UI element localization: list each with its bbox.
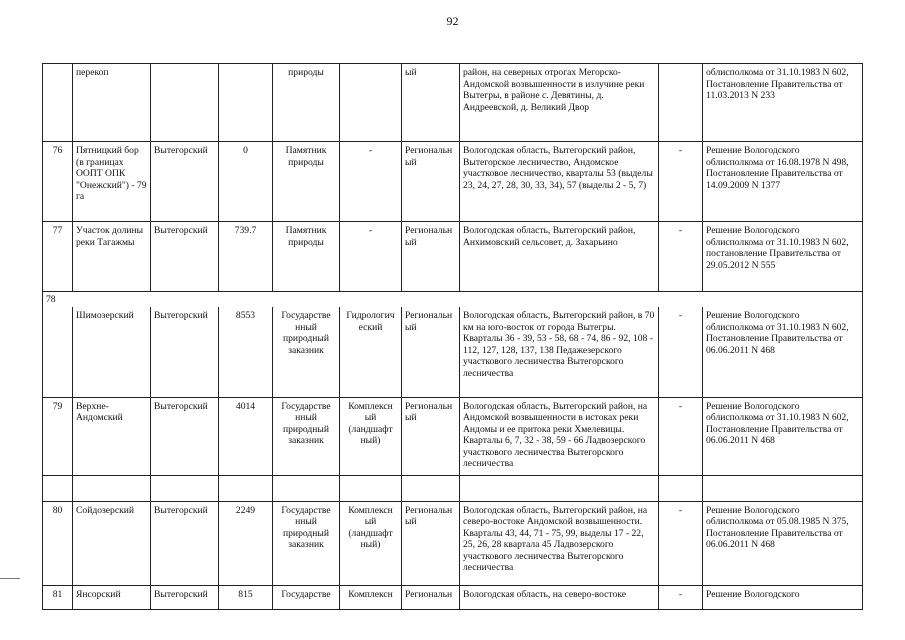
significance: Региональн ый [402,307,460,397]
row-number: 78 [43,292,863,308]
table-row [43,397,863,475]
row-number-empty [43,307,73,397]
page-number: 92 [446,14,459,28]
table-row [43,142,863,222]
profile: Комплексн [340,585,402,609]
establishing-document: Решение Вологодского облисполкома от 05.08.1985 N 375, Постановление Правительства от 06.06.2011 N 468 [703,501,863,585]
location: Вологодская область, Вытегорский район, на северо-востоке Андомской возвышенности. Кварталы 43, 44, 71 - 75, 99, выделы 17 - 22, 25, 26, 28 квартала 45 Ладвозерского участкового лесничества Вытегорского лесничества [460,501,659,585]
significance: Региональн [402,585,460,609]
extra-field [659,64,703,142]
significance: Региональн ый [402,222,460,292]
extra-field: - [659,501,703,585]
extra-field: - [659,142,703,222]
area-name: Шимозерский [73,307,151,397]
establishing-document: Решение Вологодского облисполкома от 31.10.1983 N 602, постановление Правительства от 29.05.2012 N 555 [703,222,863,292]
area-name: Сойдозерский [73,501,151,585]
location: Вологодская область, Вытегорский район, на Андомской возвышенности в истоках реки Андомы и ее притока реки Хмелевицы. Кварталы 6, 7, 32 - 38, 59 - 66 Ладвозерского участкового лесничества Вытегорского лесничества [460,397,659,475]
significance: Региональн ый [402,397,460,475]
area-size: 739.7 [219,222,273,292]
area-size [219,64,273,142]
location: Вологодская область, Вытегорский район, в 70 км на юго-восток от города Вытегры. Кварталы 36 - 39, 53 - 58, 68 - 74, 86 - 92, 108 - 112, 127, 128, 137, 138 Педажезерского участкового лесничества Вытегорского лесничества [460,307,659,397]
margin-mark [0,578,20,579]
district [151,64,219,142]
extra-field: - [659,222,703,292]
table-row [43,64,863,142]
category: Государстве нный природный заказник [273,307,340,397]
row-number [43,64,73,142]
profile [340,64,402,142]
location: Вологодская область, Вытегорский район, Анхимовский сельсовет, д. Захарьино [460,222,659,292]
area-size: 0 [219,142,273,222]
area-size: 8553 [219,307,273,397]
profile: Гидрологич еский [340,307,402,397]
establishing-document: Решение Вологодского [703,585,863,609]
establishing-document: Решение Вологодского облисполкома от 31.10.1983 N 602, Постановление Правительства от 06.06.2011 N 468 [703,307,863,397]
extra-field: - [659,585,703,609]
row-number: 79 [43,397,73,475]
district: Вытегорский [151,585,219,609]
row-number: 77 [43,222,73,292]
table-row [43,222,863,292]
area-name: перекоп [73,64,151,142]
table-row-empty [43,475,863,501]
location: Вологодская область, на северо-востоке [460,585,659,609]
significance: Региональн ый [402,501,460,585]
table-row [43,501,863,585]
location: район, на северных отрогах Мегорско-Андомской возвышенности в излучине реки Вытегры, в районе с. Девятины, д. Андреевской, д. Великий Двор [460,64,659,142]
table-row [43,307,863,397]
category: природы [273,64,340,142]
area-name: Янсорский [73,585,151,609]
district: Вытегорский [151,501,219,585]
significance: Региональн ый [402,142,460,222]
district: Вытегорский [151,397,219,475]
area-size: 2249 [219,501,273,585]
area-name: Верхне-Андомский [73,397,151,475]
establishing-document: Решение Вологодского облисполкома от 31.10.1983 N 602, Постановление Правительства от 06.06.2011 N 468 [703,397,863,475]
area-size: 4014 [219,397,273,475]
category: Памятник природы [273,222,340,292]
district: Вытегорский [151,307,219,397]
category: Государстве нный природный заказник [273,501,340,585]
row-number: 76 [43,142,73,222]
establishing-document: облисполкома от 31.10.1983 N 602, Постановление Правительства от 11.03.2013 N 233 [703,64,863,142]
table-row [43,585,863,609]
district: Вытегорский [151,222,219,292]
extra-field: - [659,397,703,475]
category: Государстве [273,585,340,609]
profile: - [340,142,402,222]
district: Вытегорский [151,142,219,222]
area-name: Пятницкий бор (в границах ООПТ ОПК "Онежский") - 79 га [73,142,151,222]
area-size: 815 [219,585,273,609]
location: Вологодская область, Вытегорский район, Вытегорское лесничество, Андомское участковое лесничество, кварталы 53 (выделы 23, 24, 27, 28, 30, 33, 34), 57 (выделы 2 - 5, 7) [460,142,659,222]
establishing-document: Решение Вологодского облисполкома от 16.08.1978 N 498, Постановление Правительства от 14.09.2009 N 1377 [703,142,863,222]
row-number: 81 [43,585,73,609]
significance: ый [402,64,460,142]
table-row-label [43,292,863,308]
category: Государстве нный природный заказник [273,397,340,475]
row-number: 80 [43,501,73,585]
area-name: Участок долины реки Тагажмы [73,222,151,292]
profile: Комплексн ый (ландшафт ный) [340,501,402,585]
category: Памятник природы [273,142,340,222]
protected-areas-table [42,63,863,610]
extra-field: - [659,307,703,397]
profile: - [340,222,402,292]
profile: Комплексн ый (ландшафт ный) [340,397,402,475]
